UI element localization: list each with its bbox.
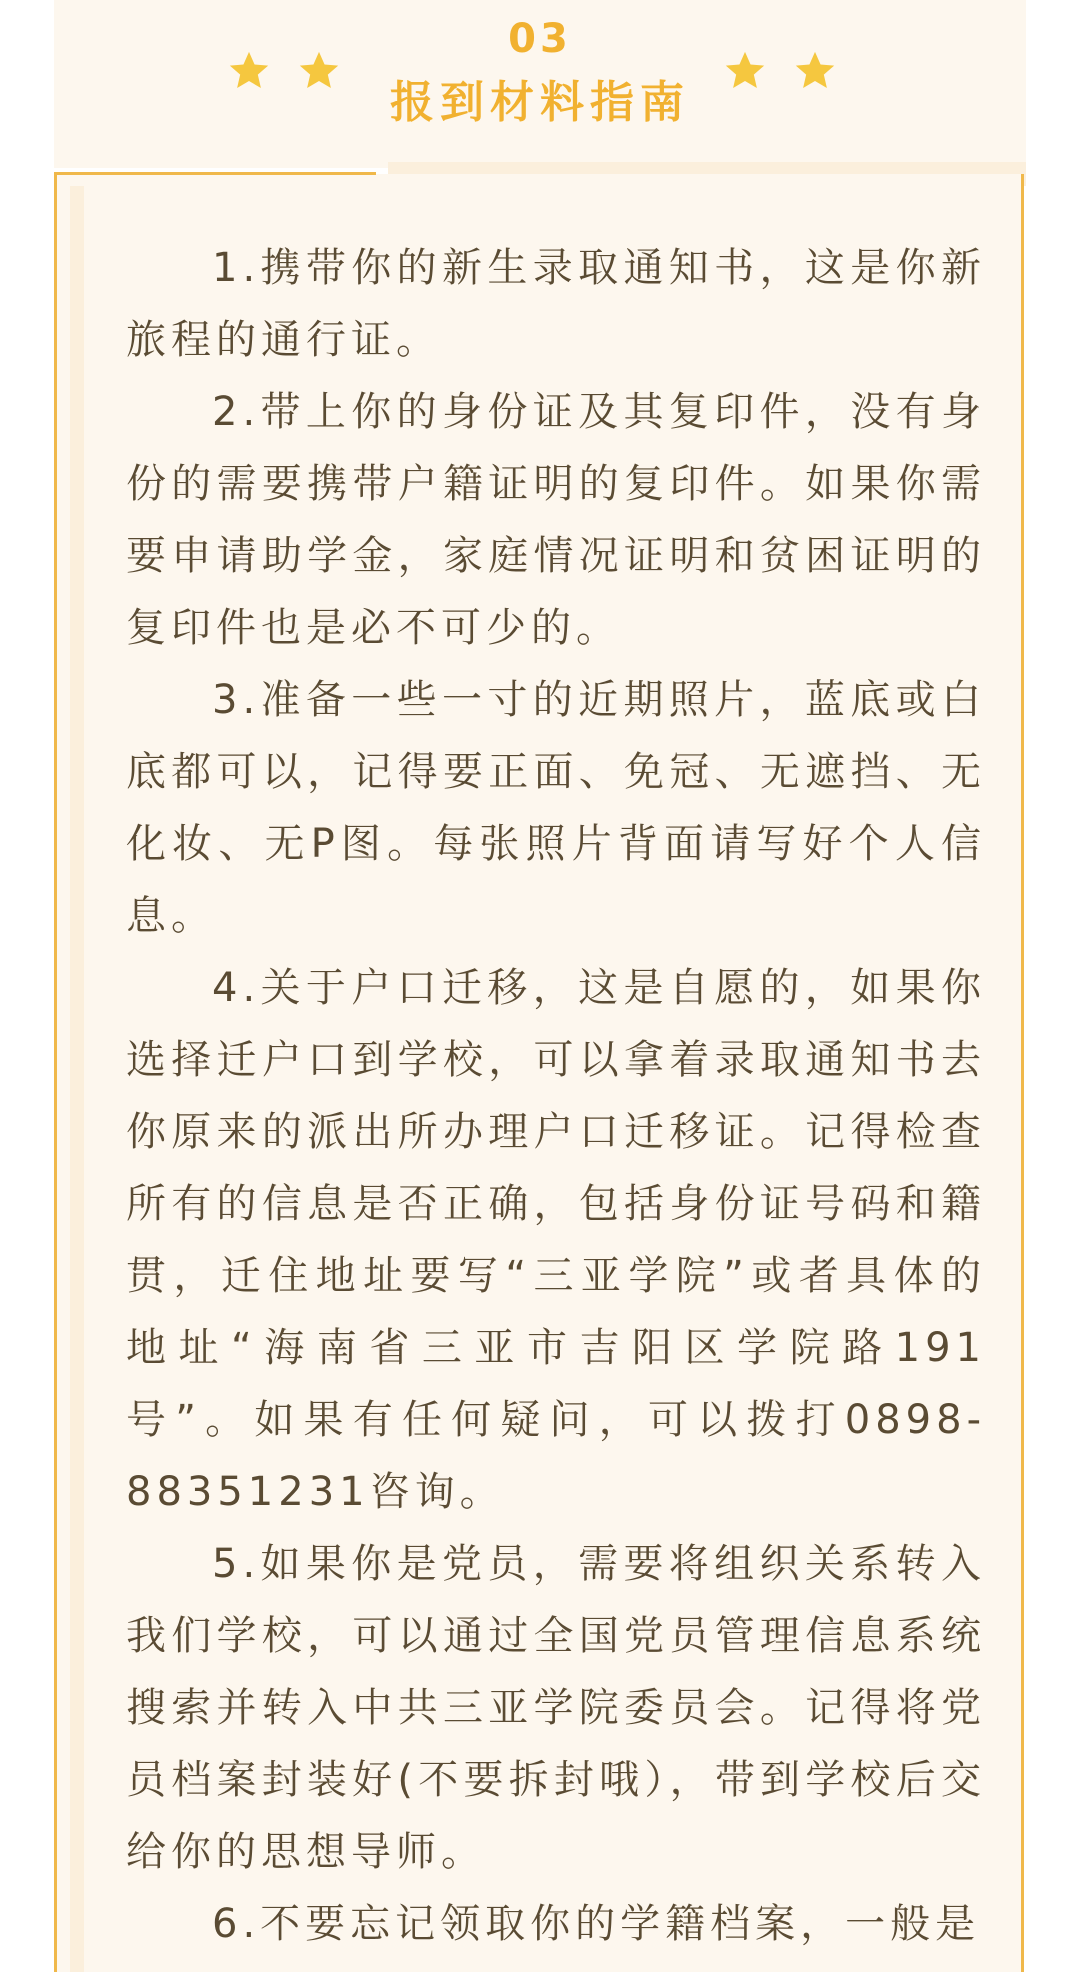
decorative-strip [70, 186, 84, 1972]
section-number: 03 [508, 16, 572, 62]
section-header [54, 0, 1026, 168]
guide-item: 6.不要忘记领取你的学籍档案，一般是 [212, 1901, 981, 1947]
guide-item: 3.准备一些一寸的近期照片，蓝底或白底都可以，记得要正面、免冠、无遮挡、无化妆、无P图。每张照片背面请写好个人信息。 [126, 677, 986, 939]
guide-item: 1.携带你的新生录取通知书，这是你新旅程的通行证。 [126, 245, 986, 363]
decorative-rule [54, 172, 376, 175]
star-icon [722, 48, 768, 94]
guide-item: 5.如果你是党员，需要将组织关系转入我们学校，可以通过全国党员管理信息系统搜索并转入中共三亚学院委员会。记得将党员档案封装好(不要拆封哦），带到学校后交给你的思想导师。 [126, 1541, 986, 1875]
section-title: 报到材料指南 [390, 77, 690, 128]
star-icon [792, 48, 838, 94]
guide-item: 2.带上你的身份证及其复印件，没有身份的需要携带户籍证明的复印件。如果你需要申请助学金，家庭情况证明和贫困证明的复印件也是必不可少的。 [126, 389, 986, 651]
guide-list [126, 232, 986, 1960]
guide-item: 4.关于户口迁移，这是自愿的，如果你选择迁户口到学校，可以拿着录取通知书去你原来的派出所办理户口迁移证。记得检查所有的信息是否正确，包括身份证号码和籍贯，迁住地址要写“三亚学院”或者具体的地址“海南省三亚市吉阳区学院路191号”。如果有任何疑问，可以拨打0898-88351231咨询。 [126, 965, 986, 1515]
